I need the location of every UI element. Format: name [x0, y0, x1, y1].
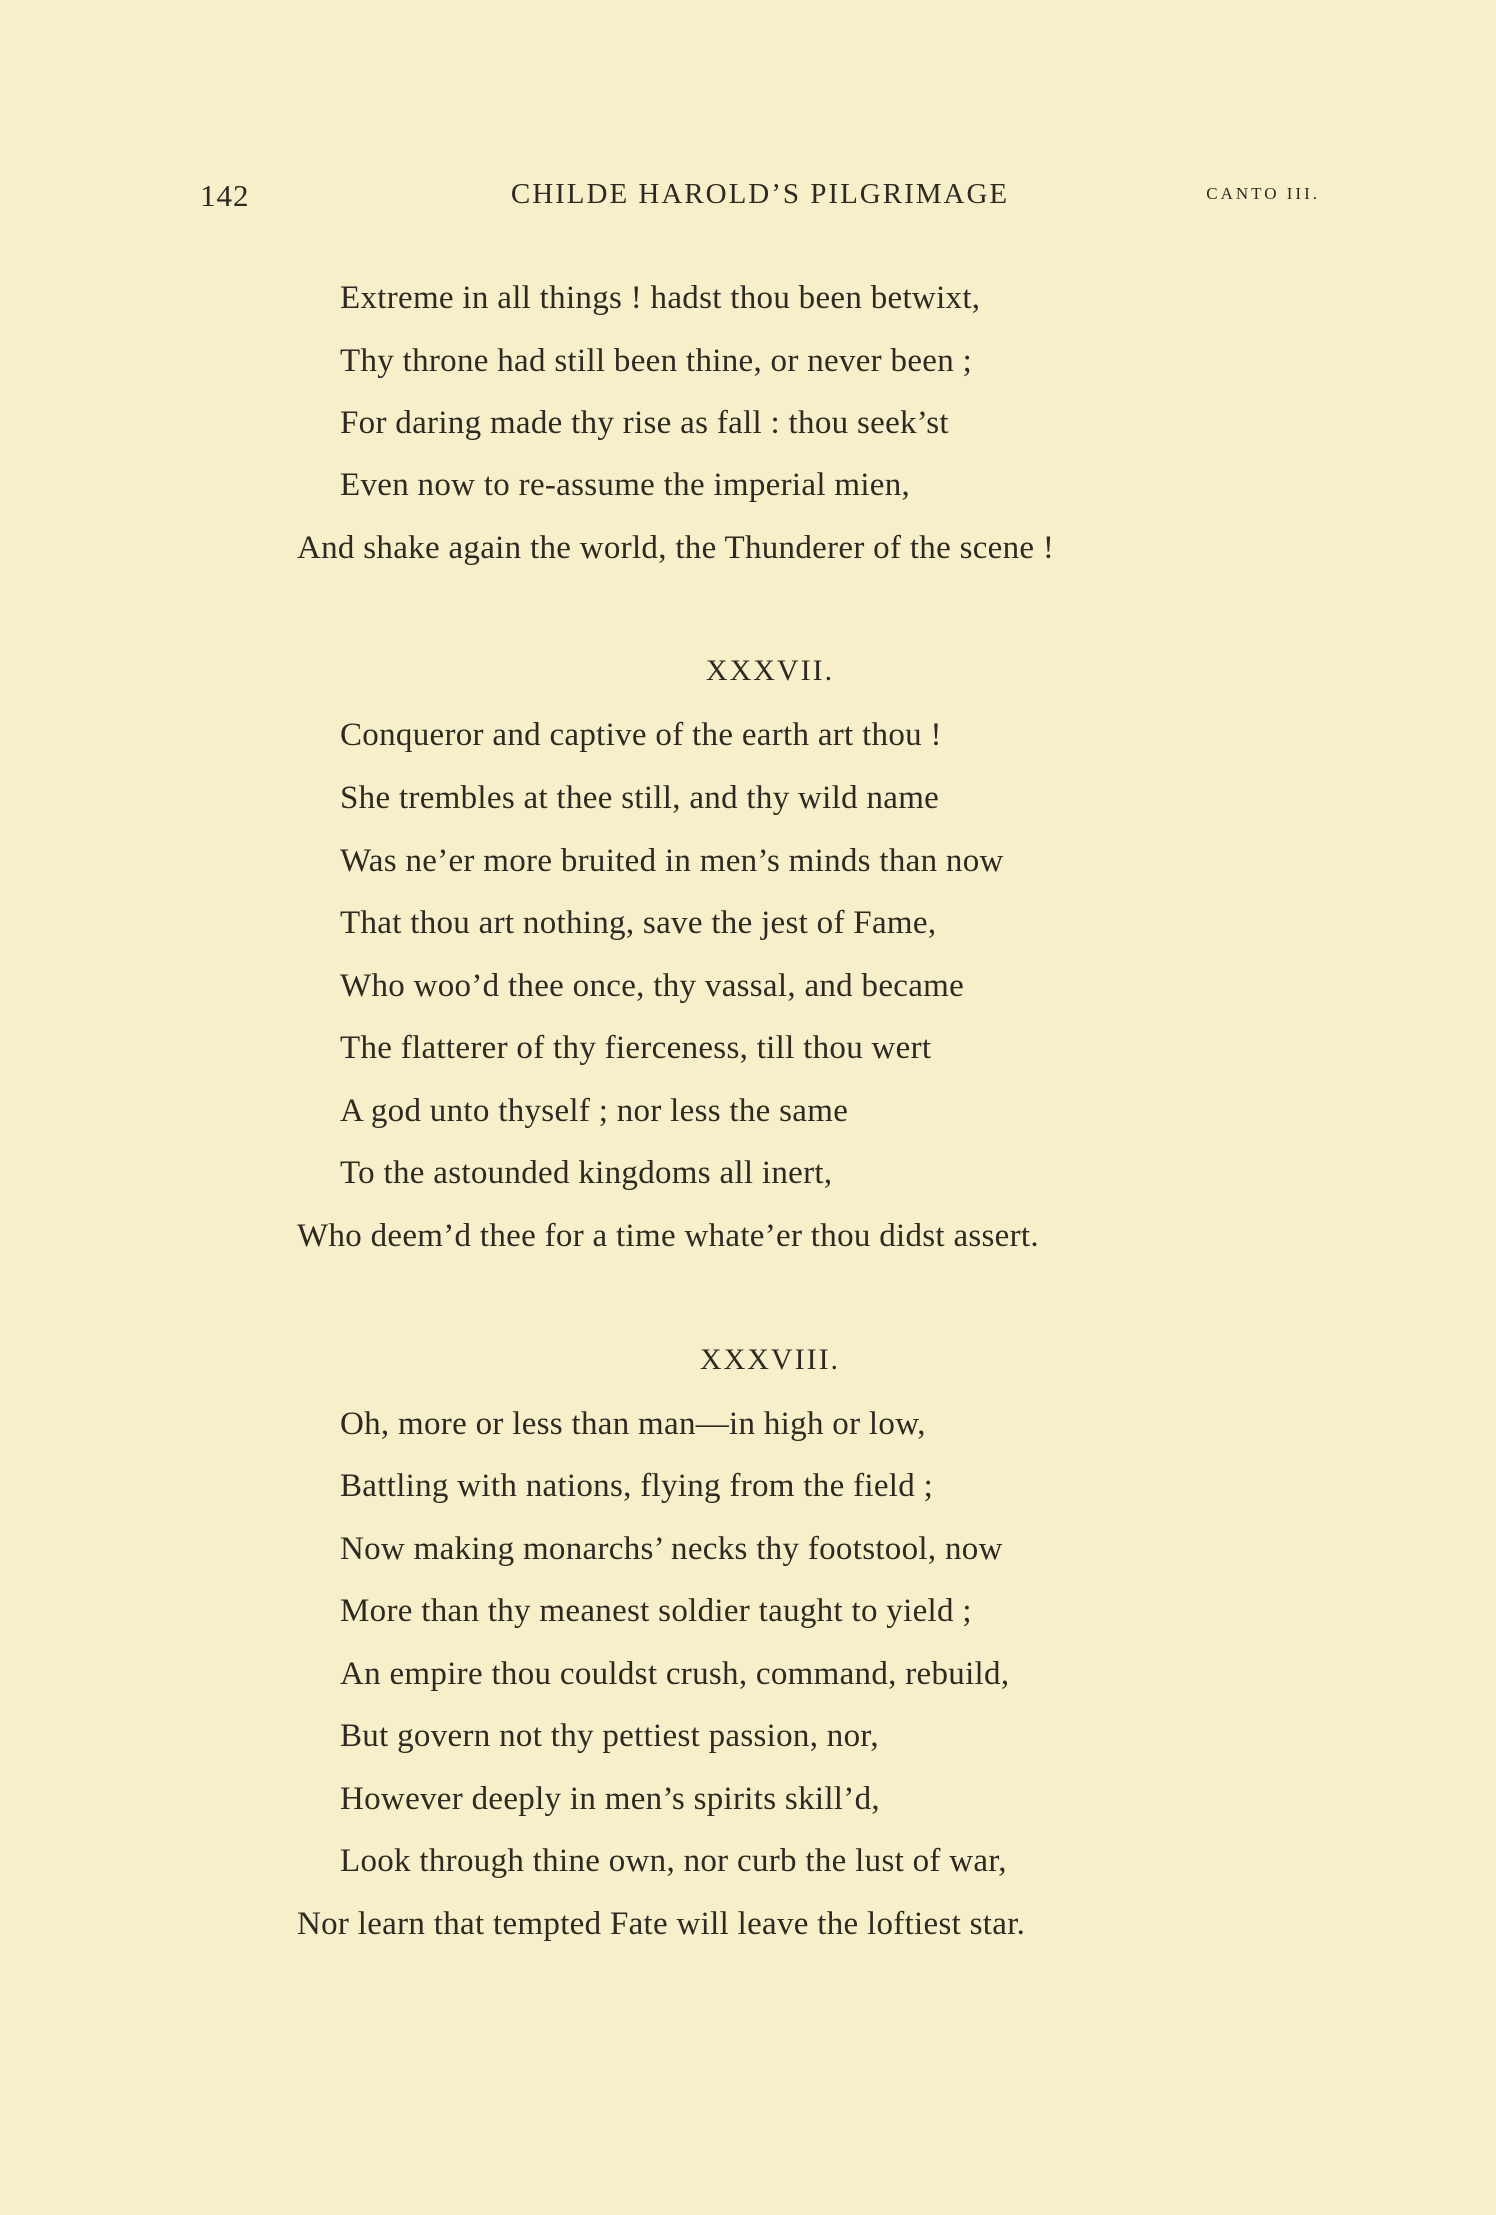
verse-line: To the astounded kingdoms all inert, [340, 1155, 833, 1191]
verse-line: Even now to re-assume the imperial mien, [340, 467, 911, 503]
verse-line: Thy throne had still been thine, or never been ; [340, 343, 973, 379]
stanza-numeral: XXXVIII. [699, 1343, 841, 1376]
verse-line: Now making monarchs’ necks thy footstool, now [340, 1531, 1003, 1567]
verse-line: A god unto thyself ; nor less the same [340, 1093, 849, 1129]
verse-line: Battling with nations, flying from the field ; [340, 1468, 934, 1504]
verse-line: Extreme in all things ! hadst thou been betwixt, [340, 280, 981, 316]
verse-line: Oh, more or less than man—in high or low, [340, 1406, 926, 1442]
verse-line-alexandrine: And shake again the world, the Thunderer of the scene ! [297, 530, 1055, 566]
verse-line: However deeply in men’s spirits skill’d, [340, 1781, 880, 1817]
page-header [200, 178, 1320, 218]
page-number: 142 [200, 178, 250, 213]
verse-line: Look through thine own, nor curb the lust of war, [340, 1843, 1007, 1879]
verse-line: That thou art nothing, save the jest of Fame, [340, 905, 937, 941]
verse-line: Conqueror and captive of the earth art thou ! [340, 717, 942, 753]
verse-line: More than thy meanest soldier taught to yield ; [340, 1593, 972, 1629]
verse-line: An empire thou couldst crush, command, rebuild, [340, 1656, 1010, 1692]
verse-line: For daring made thy rise as fall : thou seek’st [340, 405, 949, 441]
verse-line: She trembles at thee still, and thy wild name [340, 780, 940, 816]
verse-line-alexandrine: Nor learn that tempted Fate will leave the loftiest star. [297, 1906, 1026, 1942]
stanza-numeral: XXXVII. [705, 654, 835, 687]
verse-line: Who woo’d thee once, thy vassal, and became [340, 968, 965, 1004]
running-title: CHILDE HAROLD’S PILGRIMAGE [510, 178, 1010, 210]
verse-line: The flatterer of thy fierceness, till thou wert [340, 1030, 932, 1066]
canto-label: CANTO III. [1206, 184, 1320, 203]
verse-line: But govern not thy pettiest passion, nor, [340, 1718, 879, 1754]
verse-line: Was ne’er more bruited in men’s minds than now [340, 843, 1004, 879]
verse-line-alexandrine: Who deem’d thee for a time whate’er thou didst assert. [297, 1218, 1039, 1254]
